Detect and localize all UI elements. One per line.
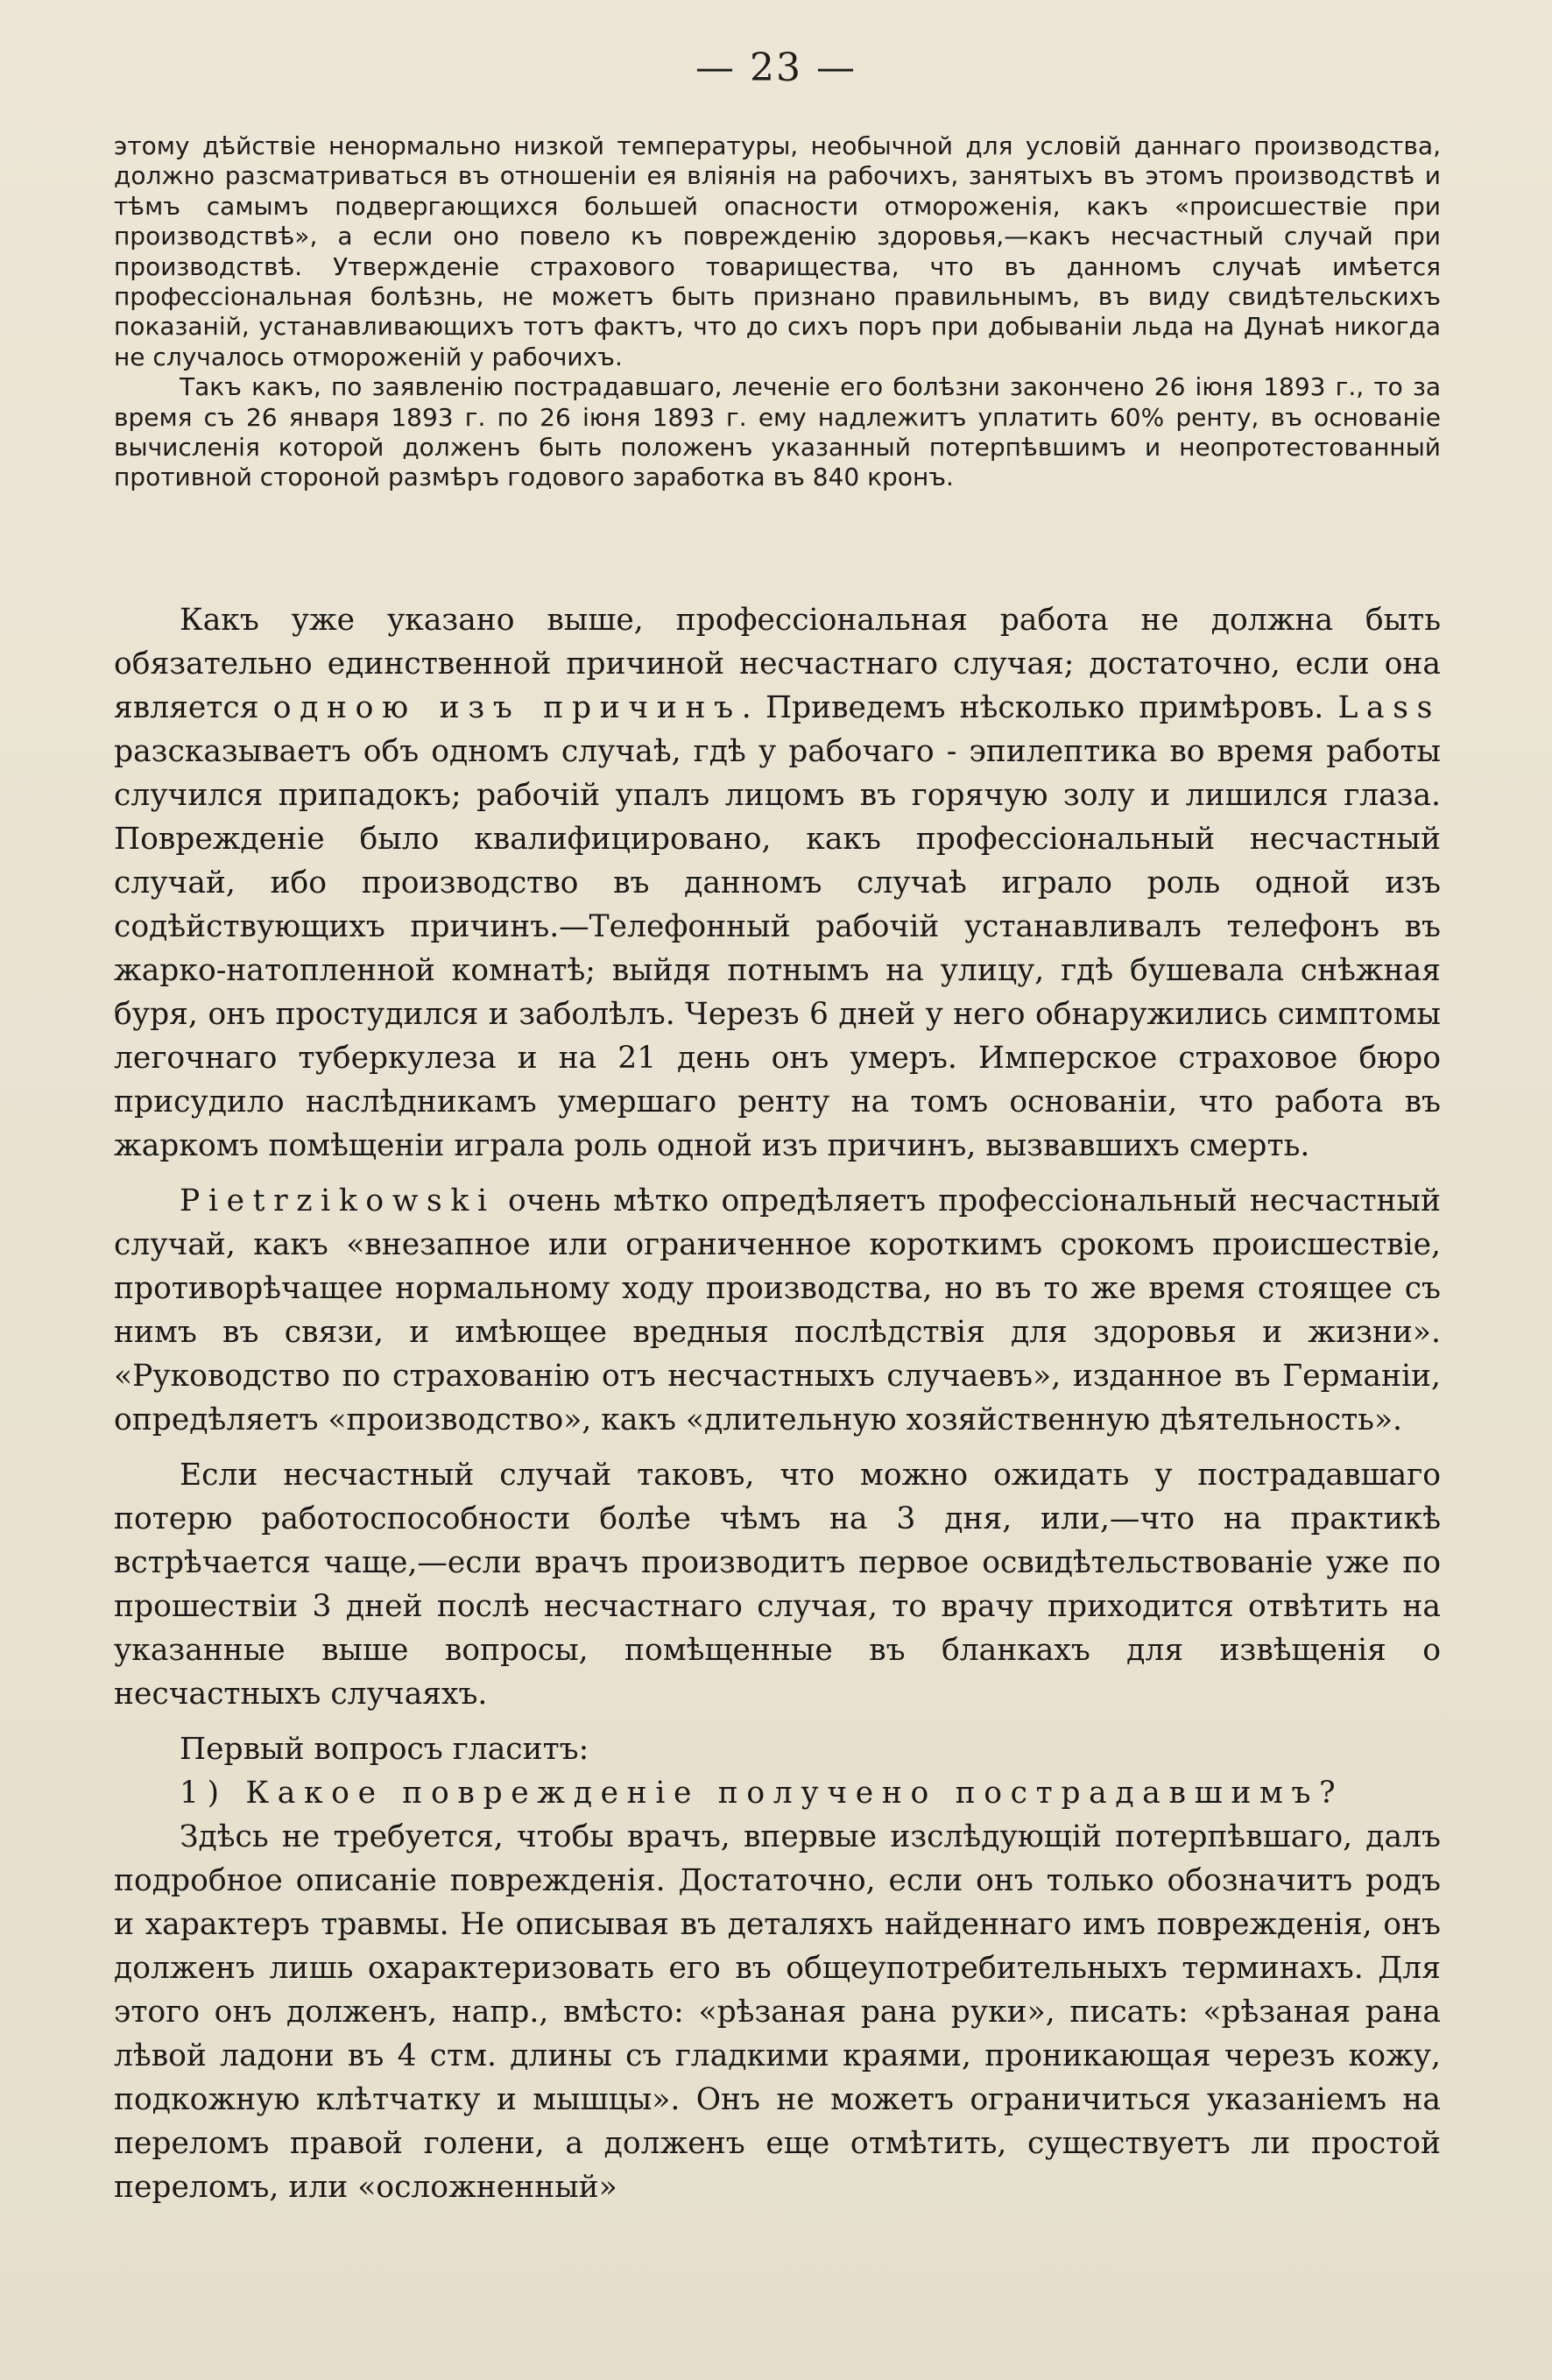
body-paragraph: Какъ уже указано выше, профессіональная работа не должна быть обязательно единственной причиной несчастнаго случая; достаточно, если она является одною изъ причинъ. Приведемъ нѣсколько примѣровъ. Lass разсказываетъ объ одномъ случаѣ, гдѣ у рабочаго - эпилептика во время работы случился припадокъ; рабочій упалъ лицомъ въ горячую золу и лишился глаза. Поврежденіе было квалифицировано, какъ профессіональный несчастный случай, ибо производство въ данномъ случаѣ играло роль одной изъ содѣйствующихъ причинъ.—Телефонный рабочій устанавливалъ телефонъ въ жарко-натопленной комнатѣ; выйдя потнымъ на улицу, гдѣ бушевала снѣжная буря, онъ простудился и заболѣлъ. Черезъ 6 дней у него обнаружились симптомы легочнаго туберкулеза и на 21 день онъ умеръ. Имперское страховое бюро присудило наслѣдникамъ умершаго ренту на томъ основаніи, что работа въ жаркомъ помѣщеніи играла роль одной изъ причинъ, вызвавшихъ смерть. [114,603,1441,1163]
emphasis-text: одною изъ причинъ [272,690,742,725]
body-paragraph: Если несчастный случай таковъ, что можно ожидать у пострадавшаго потерю работоспособности болѣе чѣмъ на 3 дня, или,—что на практикѣ встрѣчается чаще,—если врачъ производитъ первое освидѣтельствованіе уже по прошествіи 3 дней послѣ несчастнаго случая, то врачу приходится отвѣтить на указанные выше вопросы, помѣщенные въ бланкахъ для извѣщенія о несчастныхъ случаяхъ. [114,1458,1441,1712]
author-name: Pietrzikowski [180,1183,496,1218]
page-number: — 23 — [695,46,857,90]
court-decision-excerpt [114,131,1441,493]
body-paragraph: Pietrzikowski очень мѣтко опредѣляетъ профессіональный несчастный случай, какъ «внезапное или ограниченное короткимъ срокомъ происшествіе, противорѣчащее нормальному ходу производства, но въ то же время стоящее съ нимъ въ связи, и имѣющее вредныя послѣдствія для здоровья и жизни». «Руководство по страхованію отъ несчастныхъ случаевъ», изданное въ Германіи, опредѣляетъ «производство», какъ «длительную хозяйственную дѣятельность». [114,1183,1441,1437]
body-paragraph: Здѣсь не требуется, чтобы врачъ, впервые изслѣдующій потерпѣвшаго, далъ подробное описаніе поврежденія. Достаточно, если онъ только обозначитъ родъ и характеръ травмы. Не описывая въ деталяхъ найденнаго имъ поврежденія, онъ долженъ лишь охарактеризовать его въ общеупотребительныхъ терминахъ. Для этого онъ долженъ, напр., вмѣсто: «рѣзаная рана руки», писать: «рѣзаная рана лѣвой ладони въ 4 стм. длины съ гладкими краями, проникающая черезъ кожу, подкожную клѣтчатку и мышцы». Онъ не можетъ ограничиться указаніемъ на переломъ правой голени, а долженъ еще отмѣтить, существуетъ ли простой переломъ, или «осложненный» [114,1819,1441,2205]
question-heading: 1) Какое поврежденіе получено пострадавшимъ? [180,1776,1344,1811]
excerpt-paragraph: этому дѣйствіе ненормально низкой температуры, необычной для условій даннаго производства, должно разсматриваться въ отношеніи ея вліянія на рабочихъ, занятыхъ въ этомъ производствѣ и тѣмъ самымъ подвергающихся большей опасности отмороженія, какъ «происшествіе при производствѣ», а если оно повело къ поврежденію здоровья,—какъ несчастный случай при производствѣ. Утвержденіе страхового товарищества, что въ данномъ случаѣ имѣется профессіональная болѣзнь, не можетъ быть признано правильнымъ, въ виду свидѣтельскихъ показаній, устанавливающихъ тотъ фактъ, что до сихъ поръ при добываніи льда на Дунаѣ никогда не случалось отмороженій у рабочихъ. [114,131,1441,371]
excerpt-paragraph: Такъ какъ, по заявленію пострадавшаго, леченіе его болѣзни закончено 26 іюня 1893 г., то за время съ 26 января 1893 г. по 26 іюня 1893 г. ему надлежитъ уплатить 60% ренту, въ основаніе вычисленія которой долженъ быть положенъ указанный потерпѣвшимъ и неопротестованный противной стороной размѣръ годового заработка въ 840 кронъ. [114,372,1441,492]
main-text [114,598,1441,2221]
question-intro: Первый вопросъ гласитъ: [180,1732,589,1767]
author-name: Lass [1337,690,1441,725]
